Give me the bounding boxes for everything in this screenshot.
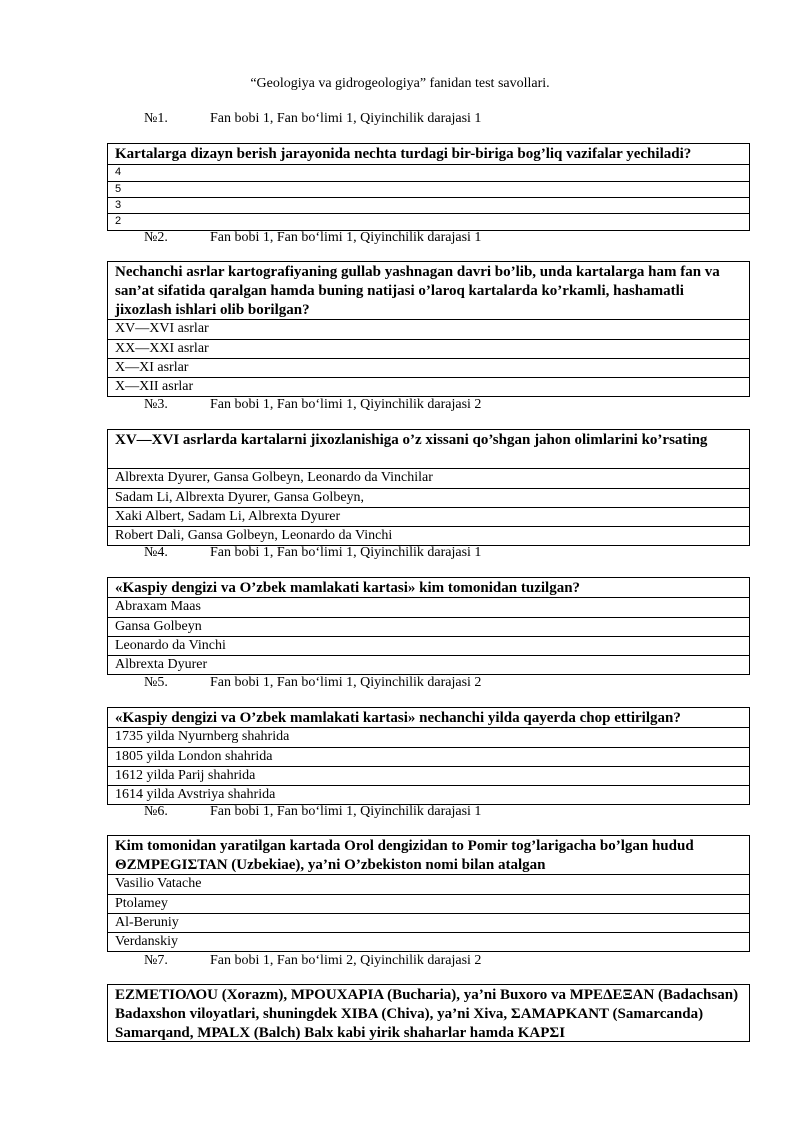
question-meta: Fan bobi 1, Fan bo‘limi 1, Qiyinchilik darajasi 1: [210, 111, 482, 126]
question-header: [144, 544, 481, 562]
question-table: [107, 984, 750, 1042]
question-text: ΕΖΜΕΤΙΟΛΟU (Xorazm), ΜΡΟUΧΑΡΙΑ (Bucharia), ya’ni Buxoro va ΜΡΕΔΕΞΑΝ (Badachsan) Badaxshon viloyatlari, shuningdek ΧΙΒΑ (Chiva), ya’ni Xiva, ΣΑΜΑΡΚΑΝΤ (Samarcanda) Samarqand, ΜΡΑLΧ (Balch) Balx kabi yirik shaharlar hamda ΚΑΡΣΙ: [115, 987, 739, 1041]
question-number: №2.: [144, 230, 168, 245]
answer-option[interactable]: Abraxam Maas: [108, 597, 749, 617]
answer-option[interactable]: Xaki Albert, Sadam Li, Albrexta Dyurer: [108, 507, 749, 526]
answer-option[interactable]: 3: [108, 197, 749, 213]
document-title: “Geologiya va gidrogeologiya” fanidan test savollari.: [250, 76, 550, 91]
answer-option[interactable]: Sadam Li, Albrexta Dyurer, Gansa Golbeyn,: [108, 488, 749, 507]
answer-option[interactable]: Leonardo da Vinchi: [108, 636, 749, 655]
answer-option[interactable]: Verdanskiy: [108, 932, 749, 951]
question-number: №5.: [144, 675, 168, 690]
question-table: [107, 835, 750, 952]
answer-option[interactable]: 1735 yilda Nyurnberg shahrida: [108, 727, 749, 747]
answer-option[interactable]: X—XII asrlar: [108, 377, 749, 396]
answer-option[interactable]: 1612 yilda Parij shahrida: [108, 766, 749, 785]
answer-option[interactable]: 2: [108, 213, 749, 230]
question-text: Kim tomonidan yaratilgan kartada Orol dengizidan to Pomir tog’larigacha bo’lgan hudud ΘΖΜΡΕGIΣΤΑΝ (Uzbekiae), ya’ni O’zbekiston nomi bilan atalgan: [115, 838, 694, 873]
question-header: [144, 229, 481, 247]
answer-option[interactable]: 5: [108, 181, 749, 197]
question-meta: Fan bobi 1, Fan bo‘limi 2, Qiyinchilik darajasi 2: [210, 953, 482, 968]
question-header: [144, 674, 481, 692]
answer-option[interactable]: Vasilio Vatache: [108, 874, 749, 894]
question-number: №3.: [144, 397, 168, 412]
answer-option[interactable]: Albrexta Dyurer, Gansa Golbeyn, Leonardo da Vinchilar: [108, 468, 749, 488]
answer-option[interactable]: 1614 yilda Avstriya shahrida: [108, 785, 749, 804]
question-text: «Kaspiy dengizi va O’zbek mamlakati kartasi» kim tomonidan tuzilgan?: [115, 580, 581, 596]
question-meta: Fan bobi 1, Fan bo‘limi 1, Qiyinchilik darajasi 1: [210, 804, 482, 819]
question-table: [107, 429, 750, 546]
answer-option[interactable]: 4: [108, 164, 749, 181]
question-table: [107, 577, 750, 675]
answer-option[interactable]: Gansa Golbeyn: [108, 617, 749, 636]
question-number: №7.: [144, 953, 168, 968]
answer-option[interactable]: Ptolamey: [108, 894, 749, 913]
question-meta: Fan bobi 1, Fan bo‘limi 1, Qiyinchilik darajasi 1: [210, 545, 482, 560]
question-meta: Fan bobi 1, Fan bo‘limi 1, Qiyinchilik darajasi 1: [210, 230, 482, 245]
question-header: [144, 803, 481, 821]
question-number: №6.: [144, 804, 168, 819]
question-table: [107, 261, 750, 397]
answer-option[interactable]: Robert Dali, Gansa Golbeyn, Leonardo da Vinchi: [108, 526, 749, 545]
question-table: [107, 143, 750, 231]
question-text: XV—XVI asrlarda kartalarni jixozlanishiga o’z xissani qo’shgan jahon olimlarini ko’rsating: [115, 432, 708, 448]
answer-option[interactable]: 1805 yilda London shahrida: [108, 747, 749, 766]
question-header: [144, 952, 481, 970]
question-header: [144, 396, 481, 414]
answer-option[interactable]: Albrexta Dyurer: [108, 655, 749, 674]
question-meta: Fan bobi 1, Fan bo‘limi 1, Qiyinchilik darajasi 2: [210, 675, 482, 690]
answer-option[interactable]: X—XI asrlar: [108, 358, 749, 377]
answer-option[interactable]: Al-Beruniy: [108, 913, 749, 932]
question-text: Nechanchi asrlar kartografiyaning gullab yashnagan davri bo’lib, unda kartalarga ham fan va san’at sifatida qaralgan hamda buning natijasi o’laroq kartalarda ko’rkamli, hashamatli jixozlash ishlari olib borilgan?: [115, 264, 720, 318]
answer-option[interactable]: XX—XXI asrlar: [108, 339, 749, 358]
question-meta: Fan bobi 1, Fan bo‘limi 1, Qiyinchilik darajasi 2: [210, 397, 482, 412]
question-table: [107, 707, 750, 805]
question-text: Kartalarga dizayn berish jarayonida nechta turdagi bir-biriga bog’liq vazifalar yechiladi?: [115, 146, 692, 162]
question-header: [144, 110, 481, 128]
question-number: №1.: [144, 111, 168, 126]
question-number: №4.: [144, 545, 168, 560]
question-text: «Kaspiy dengizi va O’zbek mamlakati kartasi» nechanchi yilda qayerda chop ettirilgan?: [115, 710, 681, 726]
answer-option[interactable]: XV—XVI asrlar: [108, 319, 749, 339]
